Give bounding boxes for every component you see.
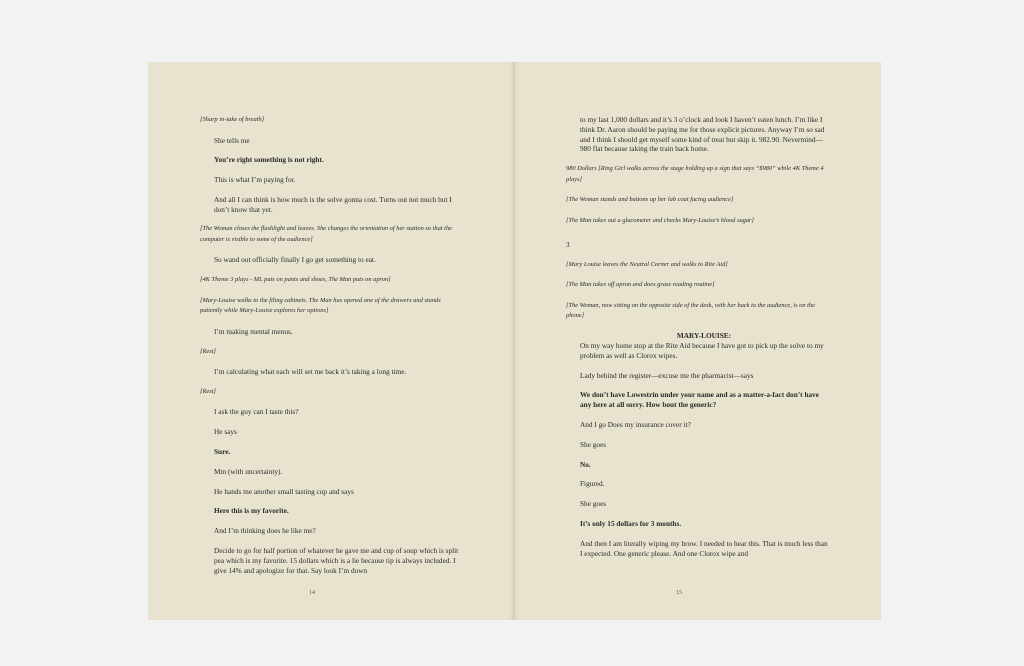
stage-direction: 980 Dollars [Ring Girl walks across the stage holding up a sign that says “$980” while 4K Theme 4 plays] bbox=[566, 165, 824, 183]
stage-direction: [The Woman closes the flashlight and leaves. She changes the orientation of her station so that the computer is visible to some of the audience] bbox=[200, 225, 452, 243]
body-paragraph: And all I can think is how much is the solve gonna cost. Turns out not much but I don’t know that yet. bbox=[214, 194, 452, 214]
stage-direction: [Rest] bbox=[200, 387, 216, 395]
body-paragraph: She goes bbox=[580, 439, 607, 449]
body-paragraph: On my way home stop at the Rite Aid because I have got to pick up the solve to my problem as well as Clorox wipes. bbox=[580, 340, 824, 360]
body-paragraph: I’m calculating what each will set me back it’s taking a long time. bbox=[214, 367, 407, 377]
left-text-column bbox=[200, 115, 462, 575]
body-paragraph: Decide to go for half portion of whatever he gave me and cup of soup which is split pea which is my favorite. 15 dollars which is a lie because tip is always included. I give 14% and apologize for that. Say look I’m down bbox=[214, 545, 459, 575]
dialogue-line-bold: No. bbox=[580, 459, 591, 469]
body-paragraph: She goes bbox=[580, 499, 607, 509]
body-paragraph: Lady behind the register—excuse me the pharmacist—says bbox=[580, 370, 754, 380]
speaker-name: MARY-LOUISE: bbox=[676, 330, 732, 340]
stage-direction: [The Man takes out a glucometer and checks Mary-Louise’s blood sugar] bbox=[566, 216, 755, 224]
body-paragraph: Mm (with uncertainty). bbox=[214, 466, 283, 476]
body-paragraph: And then I am literally wiping my brow. I needed to hear this. That is much less than I expected. One generic please. And one Clorox wipe and bbox=[580, 538, 828, 558]
dialogue-line-bold: We don’t have Lowestrin under your name and as a matter-a-fact don’t have any here at all sorry. How bout the generic? bbox=[580, 390, 820, 410]
body-paragraph: I’m making mental menus. bbox=[214, 326, 293, 336]
stage-direction: [Mary Louise leaves the Neutral Corner and walks to Rite Aid] bbox=[566, 260, 728, 268]
body-paragraph: He hands me another small tasting cup and says bbox=[214, 486, 354, 496]
stage-direction: [Mary-Louise walks to the filing cabinets. The Man has opened one of the drawers and stands patiently while Mary-Louise explores her options] bbox=[200, 296, 441, 315]
stage-direction: [Sharp in-take of breath] bbox=[200, 116, 265, 123]
scene-number: 3 bbox=[566, 240, 570, 250]
stage-direction: [The Woman stands and buttons up her lab coat facing audience] bbox=[566, 196, 734, 204]
dialogue-line-bold: Sure. bbox=[214, 446, 231, 456]
page-number-left: 14 bbox=[309, 590, 315, 596]
dialogue-line-bold: It’s only 15 dollars for 3 months. bbox=[580, 518, 682, 528]
dialogue-line-bold: You’re right something is not right. bbox=[214, 155, 324, 165]
body-paragraph: Figured. bbox=[580, 479, 605, 489]
stage-direction: [4K Theme 3 plays - ML puts on pants and shoes, The Man puts on apron] bbox=[200, 276, 391, 284]
body-paragraph: to my last 1,000 dollars and it’s 3 o’clock and look I haven’t eaten lunch. I’m like I think Dr. Aaron should be paying me for those explicit pictures. Anyway I’m so sad and I think I should get myself some kind of treat but skip it. 982.90. Nevermind—980 flat because taking the train back home. bbox=[580, 115, 825, 154]
right-text-column bbox=[566, 115, 828, 558]
stage-direction: [The Woman, now sitting on the opposite side of the desk, with her back to the audience, is on the phone] bbox=[566, 301, 815, 320]
body-paragraph: And I go Does my insurance cover it? bbox=[580, 419, 691, 429]
body-paragraph: This is what I’m paying for. bbox=[214, 175, 296, 185]
page-number-right: 15 bbox=[676, 590, 682, 596]
stage-direction: [The Man takes off apron and does grass reading routine] bbox=[566, 281, 715, 289]
body-paragraph: And I’m thinking does he like me? bbox=[214, 526, 316, 536]
body-paragraph: He says bbox=[214, 427, 237, 437]
body-paragraph: She tells me bbox=[214, 135, 250, 145]
body-paragraph: So wand out officially finally I go get something to eat. bbox=[214, 255, 376, 265]
dialogue-line-bold: Here this is my favorite. bbox=[214, 506, 289, 516]
stage-direction: [Rest] bbox=[200, 347, 216, 355]
body-paragraph: I ask the guy can I taste this? bbox=[214, 407, 299, 417]
